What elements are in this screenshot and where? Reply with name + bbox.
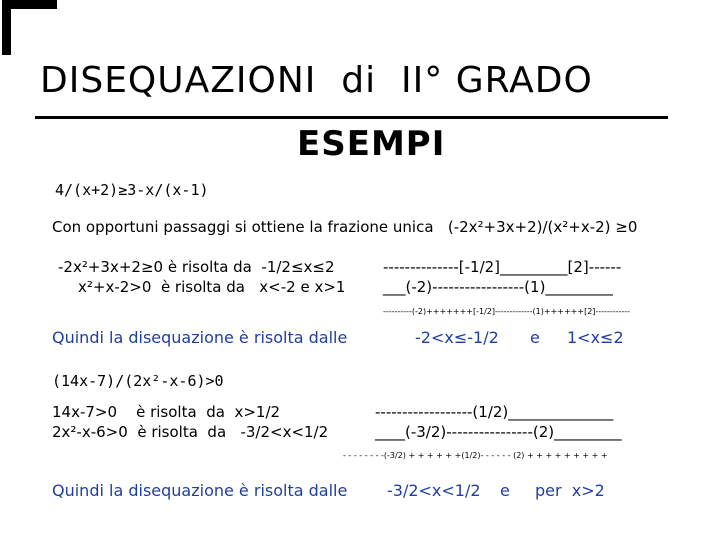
example1-problem: 4/(x+2)≥3-x/(x-1) [55, 181, 209, 199]
example1-intro: Con opportuni passaggi si ottiene la frazione unica (-2x²+3x+2)/(x²+x-2) ≥0 [52, 218, 638, 236]
example2-numerator-line: ------------------(1/2)______________ [375, 403, 614, 421]
slide-subtitle: ESEMPI [297, 124, 446, 164]
example1-conclusion-label: Quindi la disequazione è risolta dalle [52, 328, 348, 347]
example1-solution-b: 1<x≤2 [567, 328, 624, 347]
example1-solution-a: -2<x≤-1/2 [415, 328, 499, 347]
example1-denominator-line: ___(-2)-----------------(1)_________ [383, 278, 613, 296]
example1-denominator-rule: x²+x-2>0 è risolta da x<-2 e x>1 [78, 278, 346, 296]
example1-sign-line: ----------(-2)+++++++[-1/2]-------------(1)++++++[2]------------ [383, 307, 631, 316]
example2-denominator-rule: 2x²-x-6>0 è risolta da -3/2<x<1/2 [52, 423, 329, 441]
example2-conclusion-label: Quindi la disequazione è risolta dalle [52, 481, 348, 500]
example1-solution-join: e [530, 328, 540, 347]
example2-solution-a: -3/2<x<1/2 [387, 481, 481, 500]
example1-numerator-rule: -2x²+3x+2≥0 è risolta da -1/2≤x≤2 [58, 258, 335, 276]
example2-solution-b: per x>2 [535, 481, 605, 500]
example1-numerator-line: --------------[-1/2]_________[2]------ [383, 258, 622, 276]
example2-solution-join: e [500, 481, 510, 500]
example2-denominator-line: ____(-3/2)----------------(2)_________ [375, 423, 622, 441]
title-underline [35, 116, 668, 119]
example2-numerator-rule: 14x-7>0 è risolta da x>1/2 [52, 403, 281, 421]
slide-corner-horizontal-bar [2, 0, 57, 9]
example2-sign-line: - - - - - - - -(-3/2) + + + + + +(1/2)- - - - - - (2) + + + + + + + + + [343, 451, 608, 460]
slide-title: DISEQUAZIONI di II° GRADO [40, 60, 593, 101]
example2-problem: (14x-7)/(2x²-x-6)>0 [52, 372, 224, 390]
